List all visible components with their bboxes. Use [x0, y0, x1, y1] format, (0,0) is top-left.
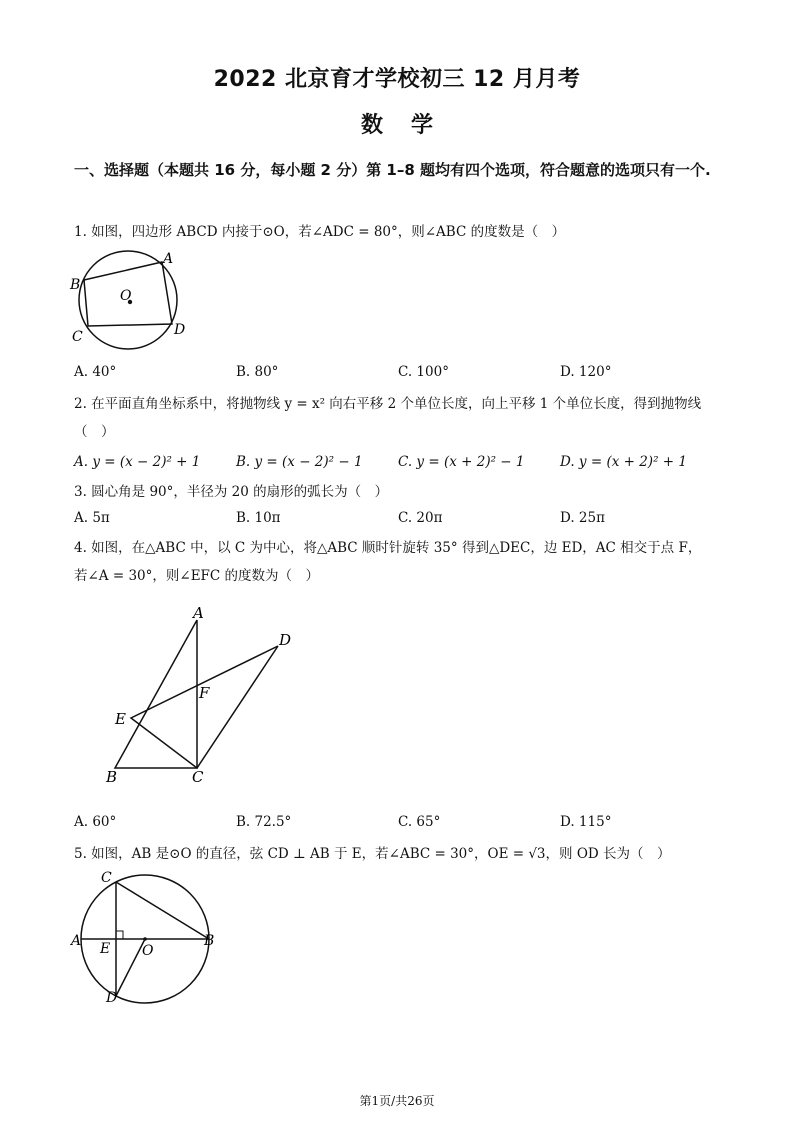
q3-option-b[interactable]: B. 10π [236, 510, 281, 526]
right-angle-mark [116, 931, 123, 939]
section-heading: 一、选择题（本题共 16 分，每小题 2 分）第 1–8 题均有四个选项，符合题意的选项只有一个. [74, 161, 711, 179]
question-5-text: 5. 如图，AB 是⊙O 的直径，弦 CD ⊥ AB 于 E，若∠ABC = 30°，OE = √3，则 OD 长为（ ） [74, 846, 671, 862]
label-b: B [204, 933, 215, 949]
triangle-dec [131, 646, 278, 768]
label-d: D [106, 990, 118, 1006]
exam-title: 2022 北京育才学校初三 12 月月考 [213, 67, 581, 92]
q2-option-c[interactable]: C. y = (x + 2)² − 1 [398, 454, 525, 470]
label-a: A [71, 933, 82, 949]
q3-option-d[interactable]: D. 25π [560, 510, 605, 526]
q1-option-c[interactable]: C. 100° [398, 364, 449, 380]
q2-option-a[interactable]: A. y = (x − 2)² + 1 [74, 454, 201, 470]
question-4-text: 4. 如图，在△ABC 中，以 C 为中心，将△ABC 顺时针旋转 35° 得到△DEC，边 ED，AC 相交于点 F， [74, 540, 702, 556]
label-c: C [192, 768, 204, 786]
q4-option-d[interactable]: D. 115° [560, 814, 612, 830]
question-1-text: 1. 如图，四边形 ABCD 内接于⊙O，若∠ADC = 80°，则∠ABC 的度数是（ ） [74, 224, 566, 240]
segment-od [116, 939, 145, 996]
label-c: C [101, 870, 112, 886]
q1-option-b[interactable]: B. 80° [236, 364, 279, 380]
question-4-figure [98, 600, 308, 790]
subject-title: 数学 [360, 113, 461, 138]
question-3-text: 3. 圆心角是 90°，半径为 20 的扇形的弧长为（ ） [74, 484, 389, 500]
label-o: O [120, 288, 132, 304]
question-2-bracket: （ ） [74, 424, 115, 440]
segment-cb [116, 882, 209, 939]
label-d: D [279, 631, 292, 649]
label-b: B [70, 277, 81, 293]
q4-option-c[interactable]: C. 65° [398, 814, 441, 830]
label-c: C [72, 329, 83, 345]
label-a: A [163, 251, 174, 267]
q2-option-d[interactable]: D. y = (x + 2)² + 1 [560, 454, 687, 470]
label-o: O [142, 943, 154, 959]
q1-option-d[interactable]: D. 120° [560, 364, 612, 380]
label-a: A [193, 604, 204, 622]
label-f: F [199, 684, 210, 702]
question-5-figure [66, 868, 226, 1008]
question-1-figure [66, 246, 196, 352]
triangle-abc [115, 620, 197, 768]
center-point-o [143, 937, 147, 941]
q4-option-b[interactable]: B. 72.5° [236, 814, 292, 830]
label-d: D [174, 322, 186, 338]
label-b: B [106, 768, 118, 786]
label-e: E [115, 710, 126, 728]
question-2-text: 2. 在平面直角坐标系中，将抛物线 y = x² 向右平移 2 个单位长度，向上平移 1 个单位长度，得到抛物线 [74, 396, 702, 412]
q2-option-b[interactable]: B. y = (x − 2)² − 1 [236, 454, 363, 470]
question-4-text-line2: 若∠A = 30°，则∠EFC 的度数为（ ） [74, 568, 320, 584]
q3-option-c[interactable]: C. 20π [398, 510, 443, 526]
q1-option-a[interactable]: A. 40° [74, 364, 117, 380]
q3-option-a[interactable]: A. 5π [74, 510, 110, 526]
q4-option-a[interactable]: A. 60° [74, 814, 117, 830]
label-e: E [100, 941, 111, 957]
page-footer: 第1页/共26页 [359, 1094, 435, 1108]
